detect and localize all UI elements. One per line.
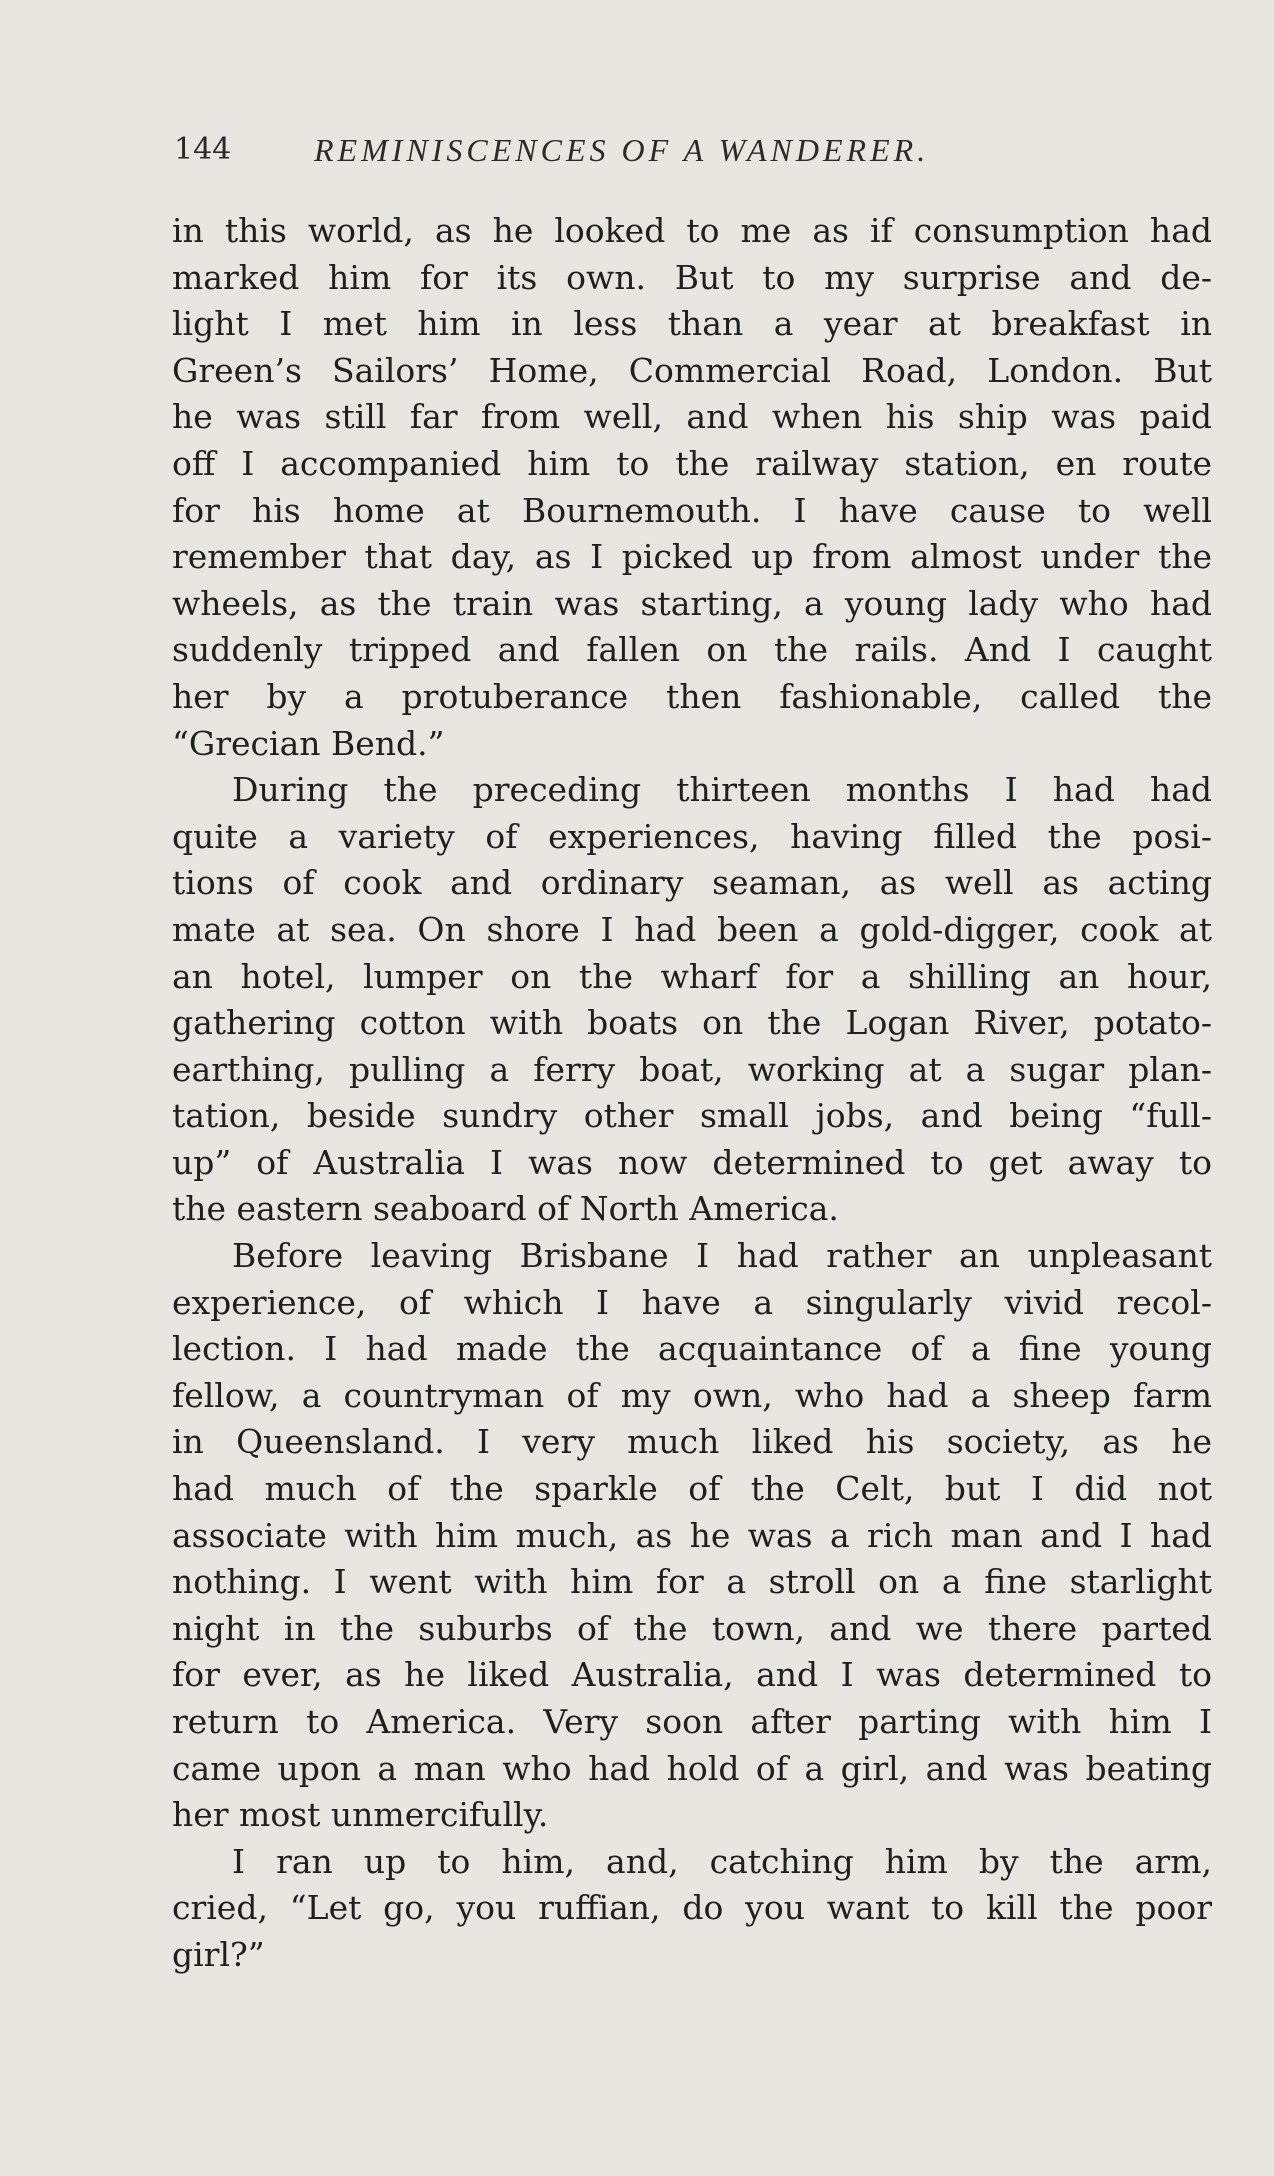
running-title: REMINISCENCES OF A WANDERER. (314, 132, 930, 168)
text-line: tation, beside sundry other small jobs, and being “full- (172, 1096, 1212, 1136)
text-line: suddenly tripped and fallen on the rails. And I caught (172, 630, 1212, 670)
text-line: “Grecian Bend.” (172, 723, 445, 763)
text-line: night in the suburbs of the town, and we there parted (172, 1608, 1212, 1648)
text-line: return to America. Very soon after parting with him I (172, 1702, 1212, 1741)
text-line: off I accompanied him to the railway station, en route (172, 443, 1212, 483)
text-line: remember that day, as I picked up from almost under the (172, 537, 1212, 577)
text-line: Before leaving Brisbane I had rather an unpleasant (232, 1236, 1212, 1276)
text-line: fellow, a countryman of my own, who had a sheep farm (172, 1375, 1212, 1415)
text-line: light I met him in less than a year at breakfast in (172, 304, 1212, 344)
text-line: her by a protuberance then fashionable, called the (172, 676, 1212, 716)
text-line: I ran up to him, and, catching him by the arm, (232, 1841, 1212, 1881)
text-line: Green’s Sailors’ Home, Commercial Road, London. But (172, 350, 1212, 390)
text-line: mate at sea. On shore I had been a gold-digger, cook at (172, 909, 1212, 949)
page-header (174, 128, 1104, 172)
text-line: earthing, pulling a ferry boat, working at a sugar plan- (172, 1049, 1212, 1089)
text-line: nothing. I went with him for a stroll on a fine starlight (172, 1562, 1212, 1602)
text-line: for ever, as he liked Australia, and I was determined to (172, 1655, 1212, 1695)
body-text (172, 208, 1212, 1979)
text-line: for his home at Bournemouth. I have cause to well (172, 490, 1212, 530)
text-line: marked him for its own. But to my surprise and de- (172, 257, 1212, 297)
text-line: gathering cotton with boats on the Logan River, potato- (172, 1003, 1212, 1043)
text-line: an hotel, lumper on the wharf for a shilling an hour, (172, 956, 1212, 996)
text-line: had much of the sparkle of the Celt, but I did not (172, 1469, 1212, 1509)
text-line: quite a variety of experiences, having filled the posi- (172, 816, 1212, 856)
text-line: came upon a man who had hold of a girl, and was beating (172, 1748, 1212, 1788)
text-line: tions of cook and ordinary seaman, as well as acting (172, 863, 1212, 903)
text-line: girl?” (172, 1934, 265, 1974)
text-line: in this world, as he looked to me as if consumption had (172, 211, 1212, 250)
text-line: During the preceding thirteen months I had had (232, 770, 1212, 810)
text-line: experience, of which I have a singularly vivid recol- (172, 1282, 1212, 1322)
text-line: associate with him much, as he was a rich man and I had (172, 1515, 1212, 1555)
text-line: her most unmercifully. (172, 1795, 549, 1835)
text-line: the eastern seaboard of North America. (172, 1189, 839, 1229)
text-line: lection. I had made the acquaintance of a fine young (172, 1329, 1212, 1369)
text-line: wheels, as the train was starting, a young lady who had (172, 583, 1212, 623)
text-line: cried, “Let go, you ruffian, do you want to kill the poor (172, 1888, 1212, 1928)
text-line: up” of Australia I was now determined to get away to (172, 1142, 1212, 1182)
text-line: he was still far from well, and when his ship was paid (172, 397, 1212, 437)
text-line: in Queensland. I very much liked his society, as he (172, 1422, 1212, 1462)
page-number: 144 (174, 132, 232, 167)
